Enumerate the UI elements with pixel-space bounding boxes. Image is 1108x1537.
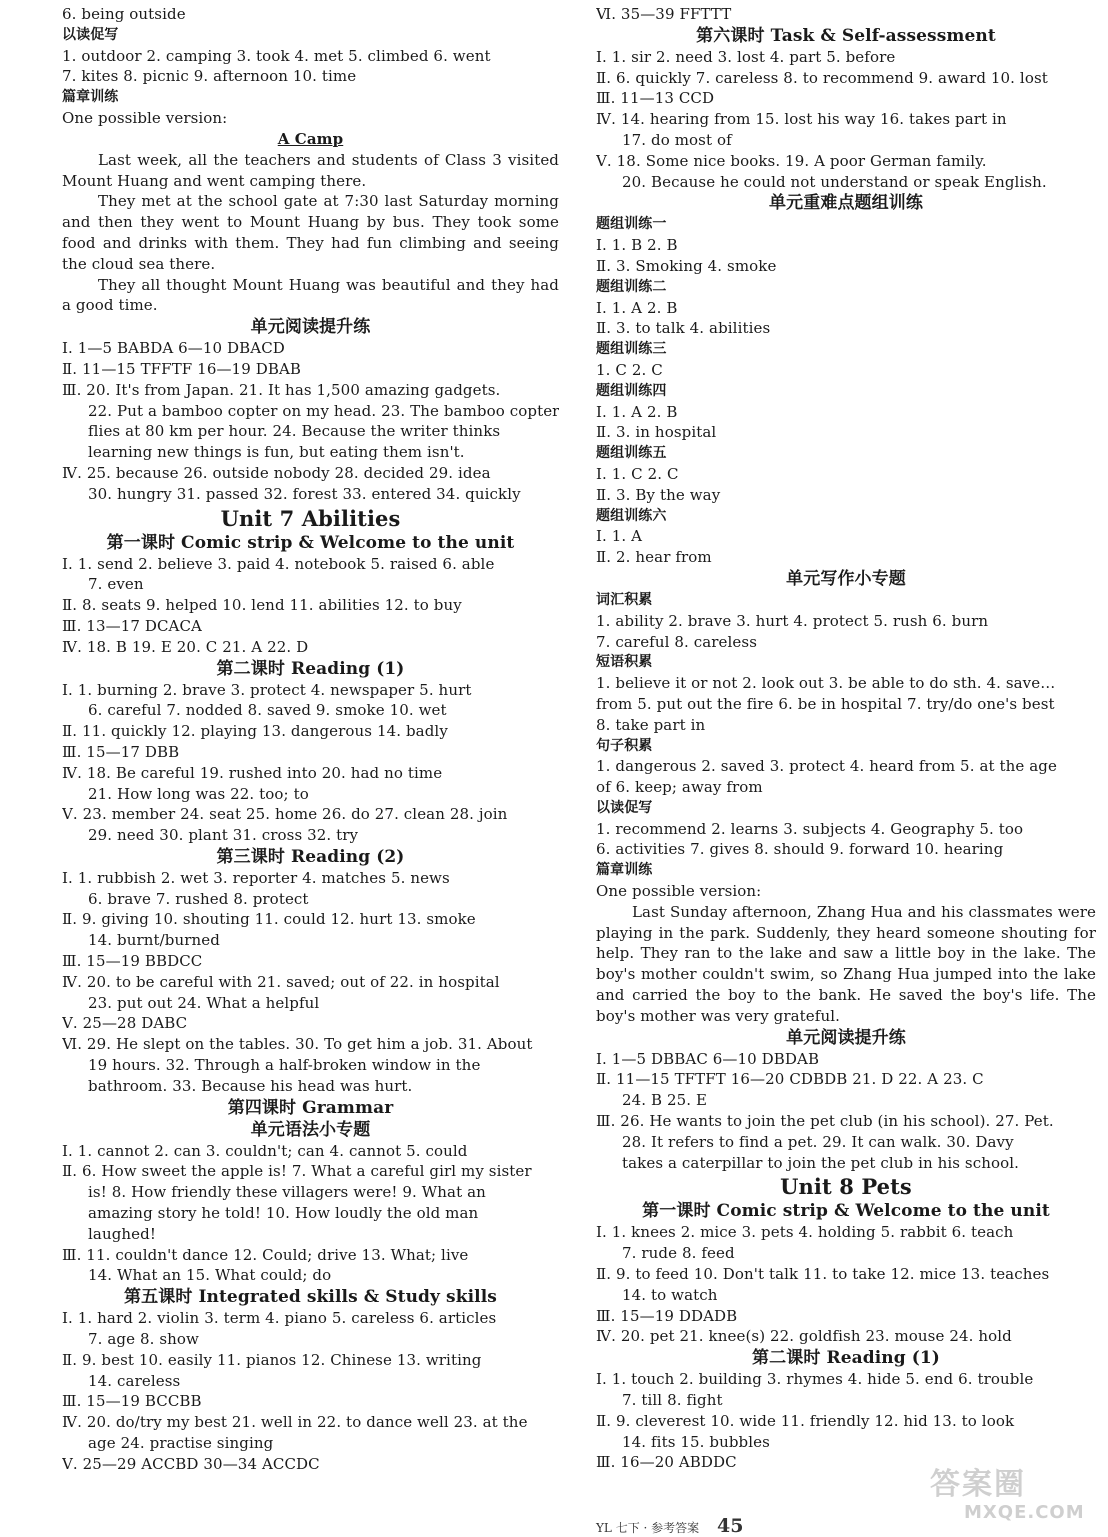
right-column-line: Last Sunday afternoon, Zhang Hua and his classmates were playing in the park. Suddenly, they heard someone shouting for help. They ran to the lake and saw a little boy in the lake. The boy's mother couldn't swim, so Zhang Hua jumped into the lake and carried the boy to the bank. He saved the boy's life. The boy's mother was very grateful.	[596, 902, 1096, 1025]
left-column-line: 第二课时 Reading (1)	[216, 658, 405, 679]
right-column-line: Ⅰ. 1. C 2. C	[596, 464, 679, 483]
right-column-line: 词汇积累	[596, 591, 653, 608]
right-column-line: Ⅱ. 9. to feed 10. Don't talk 11. to take 12. mice 13. teaches	[596, 1265, 1050, 1284]
right-column-line: Ⅱ. 11—15 TFTFT 16—20 CDBDB 21. D 22. A 23. C	[596, 1070, 984, 1089]
right-column-line: 句子积累	[596, 737, 653, 754]
left-column-line: 14. careless	[88, 1371, 181, 1390]
right-column-line: 7. rude 8. feed	[622, 1244, 735, 1263]
left-column-line: laughed!	[88, 1224, 156, 1243]
right-column-line: Ⅱ. 2. hear from	[596, 548, 712, 567]
right-column-line: 第六课时 Task & Self-assessment	[696, 25, 996, 46]
left-column-line: Ⅲ. 20. It's from Japan. 21. It has 1,500 amazing gadgets.	[62, 380, 501, 399]
left-column-line: amazing story he told! 10. How loudly the old man	[88, 1204, 479, 1223]
right-column-line: 题组训练一	[596, 216, 667, 233]
right-column-line: 20. Because he could not understand or speak English.	[622, 172, 1047, 191]
right-column-line: 7. till 8. fight	[622, 1391, 723, 1410]
right-column-line: Ⅲ. 15—19 DDADB	[596, 1306, 738, 1325]
right-column-line: Ⅰ. 1. A 2. B	[596, 298, 678, 317]
right-column-line: 单元阅读提升练	[786, 1027, 906, 1048]
left-column-line: 以读促写	[62, 26, 119, 43]
left-column-line: Ⅲ. 15—19 BBDCC	[62, 952, 203, 971]
watermark-line-2: MXQE.COM	[964, 1502, 1085, 1523]
left-column-line: 22. Put a bamboo copter on my head. 23. The bamboo copter	[88, 401, 559, 420]
right-column-line: 1. believe it or not 2. look out 3. be able to do sth. 4. save…	[596, 674, 1056, 693]
right-column-line: 8. take part in	[596, 715, 706, 734]
left-column-line: Ⅲ. 11. couldn't dance 12. Could; drive 13. What; live	[62, 1245, 469, 1264]
right-column-line: Ⅱ. 3. By the way	[596, 485, 721, 504]
right-column-line: Ⅵ. 35—39 FFTTT	[596, 5, 732, 23]
right-column-line: One possible version:	[596, 882, 762, 901]
right-column-line: Ⅰ. 1. B 2. B	[596, 236, 678, 255]
right-column-line: Ⅲ. 16—20 ABDDC	[596, 1453, 737, 1472]
right-column-line: of 6. keep; away from	[596, 778, 763, 797]
left-column-line: 7. even	[88, 575, 144, 594]
left-column-line: Ⅰ. 1. send 2. believe 3. paid 4. notebook 5. raised 6. able	[62, 554, 495, 573]
right-column-line: Ⅰ. 1. knees 2. mice 3. pets 4. holding 5. rabbit 6. teach	[596, 1223, 1014, 1242]
right-column-line: 以读促写	[596, 799, 653, 816]
left-column-line: 第五课时 Integrated skills & Study skills	[124, 1287, 497, 1308]
left-column-line: age 24. practise singing	[88, 1434, 274, 1453]
left-column-line: 第一课时 Comic strip & Welcome to the unit	[106, 532, 515, 553]
left-column-line: 21. How long was 22. too; to	[88, 784, 309, 803]
right-column-line: Ⅱ. 3. Smoking 4. smoke	[596, 256, 777, 275]
left-column-line: Ⅳ. 25. because 26. outside nobody 28. decided 29. idea	[62, 463, 491, 482]
right-column-line: Unit 8 Pets	[780, 1174, 912, 1200]
right-column-line: 题组训练四	[596, 382, 667, 399]
left-column	[62, 4, 559, 1475]
left-column-line: Ⅰ. 1. burning 2. brave 3. protect 4. newspaper 5. hurt	[62, 680, 472, 699]
left-column-line: 6. being outside	[62, 5, 186, 23]
footer-label: YL 七下 · 参考答案	[596, 1521, 700, 1535]
right-column-line: Ⅳ. 20. pet 21. knee(s) 22. goldfish 23. mouse 24. hold	[596, 1327, 1012, 1346]
right-column-line: 篇章训练	[596, 862, 653, 879]
right-column-line: Ⅰ. 1—5 DBBAC 6—10 DBDAB	[596, 1049, 820, 1068]
right-column-line: from 5. put out the fire 6. be in hospital 7. try/do one's best	[596, 694, 1055, 713]
left-column-line: Ⅰ. 1. rubbish 2. wet 3. reporter 4. matches 5. news	[62, 868, 450, 887]
right-column-line: Ⅳ. 14. hearing from 15. lost his way 16. takes part in	[596, 110, 1007, 129]
left-column-line: Ⅰ. 1. hard 2. violin 3. term 4. piano 5. careless 6. articles	[62, 1309, 497, 1328]
left-column-line: 7. age 8. show	[88, 1330, 199, 1349]
right-column-line: Ⅰ. 1. sir 2. need 3. lost 4. part 5. before	[596, 47, 896, 66]
left-column-line: Ⅰ. 1. cannot 2. can 3. couldn't; can 4. cannot 5. could	[62, 1141, 468, 1160]
left-column-line: Ⅳ. 18. Be careful 19. rushed into 20. had no time	[62, 763, 443, 782]
right-column-line: 1. ability 2. brave 3. hurt 4. protect 5. rush 6. burn	[596, 611, 989, 630]
right-column-line: Ⅴ. 18. Some nice books. 19. A poor German family.	[596, 151, 987, 170]
right-column-line: 14. fits 15. bubbles	[622, 1432, 770, 1451]
left-column-line: A Camp	[277, 129, 344, 148]
left-column-line: 23. put out 24. What a helpful	[88, 993, 320, 1012]
left-column-line: 19 hours. 32. Through a half-broken window in the	[88, 1056, 481, 1075]
left-column-line: They met at the school gate at 7:30 last Saturday morning and then they went to Mount Huang by bus. They took some food and drinks with them. They had fun climbing and seeing the cloud sea there.	[62, 192, 559, 273]
left-column-line: Ⅲ. 13—17 DCACA	[62, 616, 202, 635]
left-column-line: Ⅰ. 1—5 BABDA 6—10 DBACD	[62, 339, 285, 358]
left-column-line: 14. burnt/burned	[88, 931, 220, 950]
right-column-line: Ⅱ. 3. to talk 4. abilities	[596, 319, 771, 338]
left-column-line: Ⅱ. 6. How sweet the apple is! 7. What a careful girl my sister	[62, 1162, 532, 1181]
right-column-line: Ⅱ. 6. quickly 7. careless 8. to recommend 9. award 10. lost	[596, 68, 1048, 87]
left-column-line: Ⅱ. 9. giving 10. shouting 11. could 12. hurt 13. smoke	[62, 910, 476, 929]
left-column-line: They all thought Mount Huang was beautiful and they had a good time.	[62, 275, 559, 315]
left-column-line: 6. careful 7. nodded 8. saved 9. smoke 10. wet	[88, 701, 447, 720]
right-column	[596, 4, 1096, 1473]
right-column-line: takes a caterpillar to join the pet club in his school.	[622, 1153, 1020, 1172]
left-column-line: Ⅵ. 29. He slept on the tables. 30. To get him a job. 31. About	[62, 1035, 533, 1054]
left-column-line: 第四课时 Grammar	[227, 1097, 394, 1118]
left-column-line: Ⅳ. 20. do/try my best 21. well in 22. to dance well 23. at the	[62, 1413, 528, 1432]
right-column-line: 单元重难点题组训练	[769, 193, 923, 214]
right-column-line: Ⅱ. 3. in hospital	[596, 423, 717, 442]
right-column-line: 题组训练二	[596, 278, 667, 295]
left-column-line: 14. What an 15. What could; do	[88, 1266, 332, 1285]
right-column-line: 短语积累	[596, 654, 653, 671]
right-column-line: Ⅰ. 1. touch 2. building 3. rhymes 4. hide 5. end 6. trouble	[596, 1370, 1034, 1389]
left-column-line: 1. outdoor 2. camping 3. took 4. met 5. climbed 6. went	[62, 46, 491, 65]
right-column-line: 1. recommend 2. learns 3. subjects 4. Geography 5. too	[596, 819, 1024, 838]
left-column-line: 单元语法小专题	[250, 1119, 371, 1140]
page-number: 45	[716, 1515, 744, 1537]
left-column-line: Ⅱ. 11—15 TFFTF 16—19 DBAB	[62, 359, 302, 378]
left-column-line: 篇章训练	[62, 89, 119, 106]
left-column-line: Ⅳ. 18. B 19. E 20. C 21. A 22. D	[62, 637, 309, 656]
right-column-line: 题组训练三	[596, 341, 667, 358]
left-column-line: Unit 7 Abilities	[220, 505, 401, 531]
right-column-line: 7. careful 8. careless	[596, 632, 757, 651]
right-column-line: 14. to watch	[622, 1285, 718, 1304]
right-column-line: Ⅲ. 26. He wants to join the pet club (in his school). 27. Pet.	[596, 1112, 1054, 1131]
left-column-line: bathroom. 33. Because his head was hurt.	[88, 1076, 413, 1095]
left-column-line: Last week, all the teachers and students of Class 3 visited Mount Huang and went camping there.	[62, 150, 559, 190]
left-column-line: Ⅱ. 9. best 10. easily 11. pianos 12. Chinese 13. writing	[62, 1350, 482, 1369]
right-column-line: Ⅰ. 1. A 2. B	[596, 402, 678, 421]
left-column-line: Ⅲ. 15—19 BCCBB	[62, 1392, 202, 1411]
left-column-line: One possible version:	[62, 108, 228, 127]
left-column-line: 29. need 30. plant 31. cross 32. try	[88, 826, 359, 845]
right-column-line: 24. B 25. E	[622, 1091, 708, 1110]
right-column-line: 单元写作小专题	[786, 568, 906, 589]
left-column-line: Ⅱ. 8. seats 9. helped 10. lend 11. abilities 12. to buy	[62, 596, 462, 615]
right-column-line: 题组训练五	[596, 445, 667, 462]
right-column-line: Ⅰ. 1. A	[596, 527, 643, 546]
right-column-line: 17. do most of	[622, 130, 732, 149]
left-column-line: flies at 80 km per hour. 24. Because the writer thinks	[88, 422, 501, 441]
left-column-line: Ⅴ. 23. member 24. seat 25. home 26. do 27. clean 28. join	[62, 805, 508, 824]
left-column-line: 30. hungry 31. passed 32. forest 33. entered 34. quickly	[88, 484, 521, 503]
watermark-line-1: 答案圈	[930, 1467, 1026, 1502]
right-column-line: Ⅱ. 9. cleverest 10. wide 11. friendly 12. hid 13. to look	[596, 1411, 1015, 1430]
right-column-line: 第一课时 Comic strip & Welcome to the unit	[642, 1201, 1050, 1222]
right-column-line: 28. It refers to find a pet. 29. It can walk. 30. Davy	[622, 1132, 1014, 1151]
right-column-line: Ⅲ. 11—13 CCD	[596, 89, 715, 108]
left-column-line: 6. brave 7. rushed 8. protect	[88, 889, 309, 908]
left-column-line: Ⅱ. 11. quickly 12. playing 13. dangerous 14. badly	[62, 722, 448, 741]
right-column-line: 1. C 2. C	[596, 360, 663, 379]
left-column-line: Ⅲ. 15—17 DBB	[62, 742, 180, 761]
left-column-line: Ⅳ. 20. to be careful with 21. saved; out of 22. in hospital	[62, 972, 500, 991]
left-column-line: learning new things is fun, but eating them isn't.	[88, 443, 465, 462]
left-column-line: is! 8. How friendly these villagers were! 9. What an	[88, 1183, 486, 1202]
right-column-line: 题组训练六	[596, 507, 667, 524]
left-column-line: Ⅴ. 25—28 DABC	[62, 1014, 188, 1033]
right-column-line: 1. dangerous 2. saved 3. protect 4. heard from 5. at the age	[596, 757, 1057, 776]
watermark-logo	[930, 1468, 1098, 1530]
right-column-line: 第二课时 Reading (1)	[752, 1348, 940, 1369]
left-column-line: 第三课时 Reading (2)	[216, 846, 405, 867]
left-column-line: Ⅴ. 25—29 ACCBD 30—34 ACCDC	[62, 1454, 320, 1473]
left-column-line: 单元阅读提升练	[250, 317, 371, 338]
right-column-line: 6. activities 7. gives 8. should 9. forward 10. hearing	[596, 840, 1004, 859]
left-column-line: 7. kites 8. picnic 9. afternoon 10. time	[62, 67, 357, 86]
